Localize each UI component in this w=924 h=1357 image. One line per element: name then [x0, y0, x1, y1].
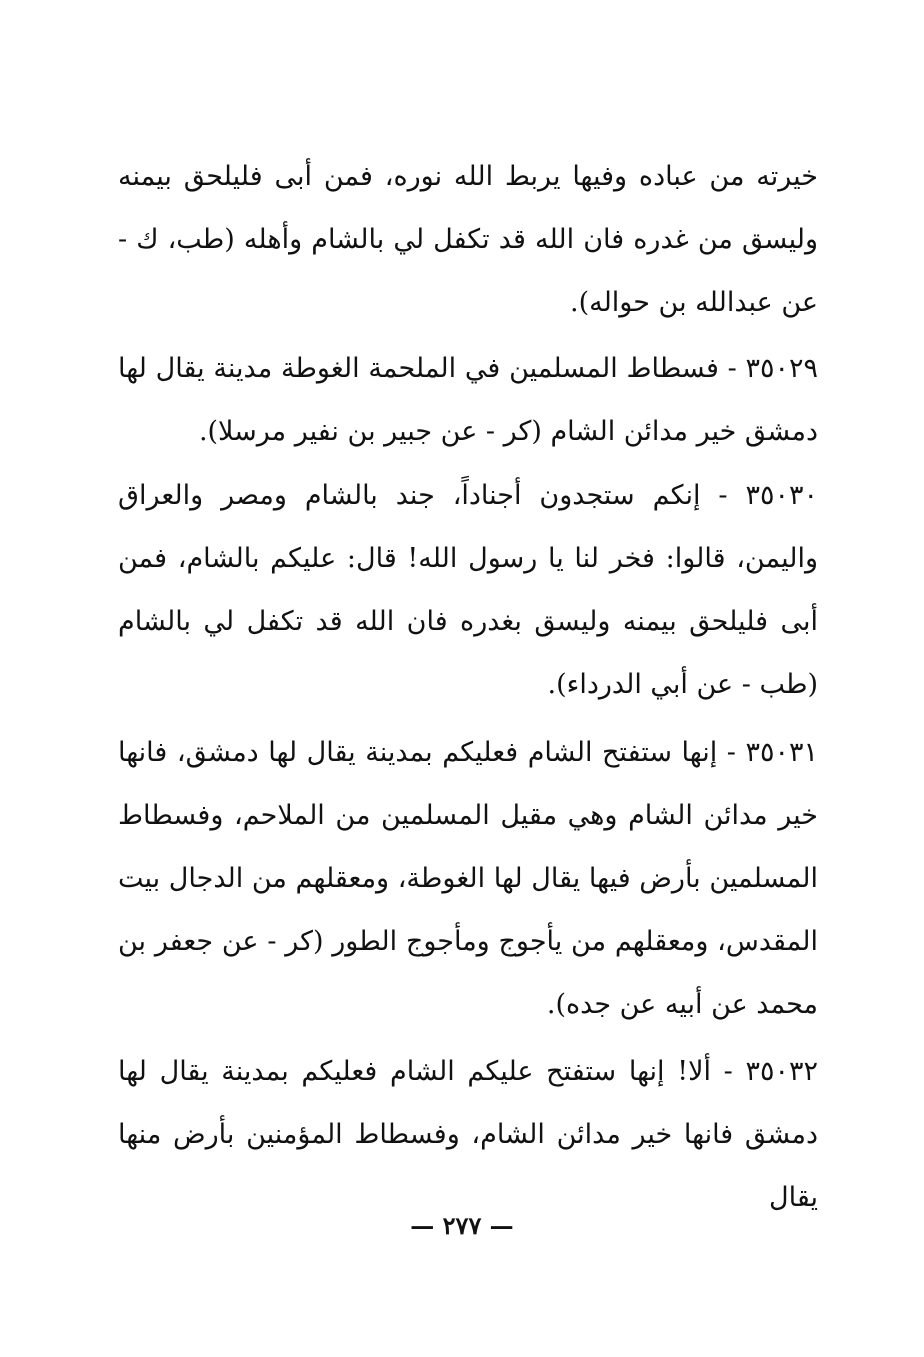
paragraph-text: ٣٥٠٢٩ - فسطاط المسلمين في الملحمة الغوطة مدينة يقال لها دمشق خير مدائن الشام (كر - عن جبير بن نفير مرسلا). [118, 353, 818, 447]
paragraph-text: ٣٥٠٣٢ - ألا! إنها ستفتح عليكم الشام فعليكم بمدينة يقال لها دمشق فانها خير مدائن الشام، وفسطاط المؤمنين بأرض منها يقال [118, 1056, 818, 1213]
hadith-35031 [118, 721, 818, 1036]
paragraph-text: خيرته من عباده وفيها يربط الله نوره، فمن أبى فليلحق بيمنه وليسق من غدره فان الله قد تكفل لي بالشام وأهله (طب، ك - عن عبدالله بن حواله). [118, 161, 818, 318]
paragraph-text: ٣٥٠٣٠ - إنكم ستجدون أجناداً، جند بالشام ومصر والعراق واليمن، قالوا: فخر لنا يا رسول الله! قال: عليكم بالشام، فمن أبى فليلحق بيمنه وليسق بغدره فان الله قد تكفل لي بالشام (طب - عن أبي الدرداء). [118, 480, 818, 700]
hadith-35029 [118, 337, 818, 463]
page-number: — ٢٧٧ — [410, 1211, 514, 1240]
hadith-35032 [118, 1040, 818, 1229]
paragraph-text: ٣٥٠٣١ - إنها ستفتح الشام فعليكم بمدينة يقال لها دمشق، فانها خير مدائن الشام وهي مقيل المسلمين من الملاحم، وفسطاط المسلمين بأرض فيها يقال لها الغوطة، ومعقلهم من الدجال بيت المقدس، ومعقلهم من يأجوج ومأجوج الطور (كر - عن جعفر بن محمد عن أبيه عن جده). [118, 737, 818, 1020]
hadith-35030 [118, 464, 818, 716]
paragraph-continuation [118, 145, 818, 334]
